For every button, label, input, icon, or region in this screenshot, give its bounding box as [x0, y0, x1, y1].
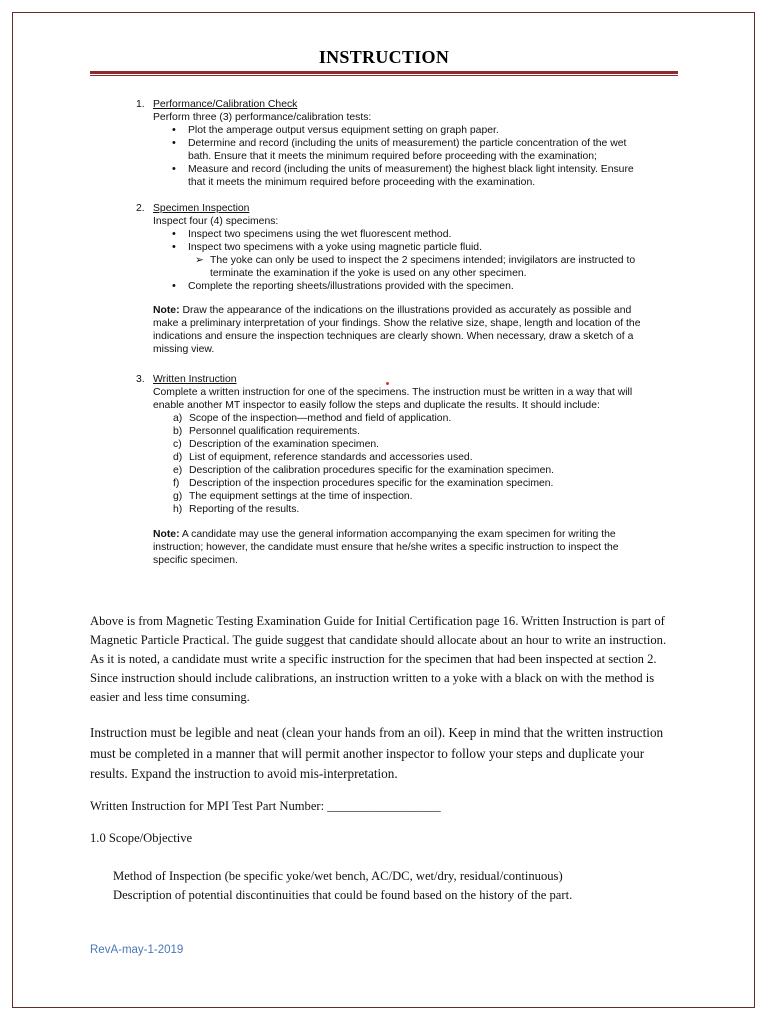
section-number: 2.: [136, 203, 145, 214]
lettered-list: [153, 412, 650, 516]
section-intro: Inspect four (4) specimens:: [153, 216, 279, 227]
list-item: [173, 438, 650, 451]
item-text: Scope of the inspection—method and field of application.: [189, 413, 452, 424]
item-text: Reporting of the results.: [189, 504, 300, 515]
note: [153, 528, 650, 567]
list-item: [173, 503, 650, 516]
guidance-paragraph: Instruction must be legible and neat (clean your hands from an oil). Keep in mind that the written instruction must be completed in a manner that will permit another inspector to follow your steps and duplicate your results. Expand the instruction to avoid mis-interpretation.: [90, 725, 664, 781]
section-heading: Specimen Inspection: [153, 203, 250, 214]
section-intro: Complete a written instruction for one of the specimens. The instruction must be written in a way that will enable another MT inspector to easily follow the steps and duplicate the results. It should include:: [153, 387, 633, 411]
revision-footer: RevA-may-1-2019: [90, 944, 184, 956]
item-letter: a): [173, 413, 183, 424]
part-number-line: Written Instruction for MPI Test Part Number: __________________: [90, 799, 441, 813]
list-item: [173, 412, 650, 425]
bullet-list: [153, 228, 650, 254]
item-text: List of equipment, reference standards and accessories used.: [189, 452, 473, 463]
list-item: [173, 464, 650, 477]
item-text: Description of the examination specimen.: [189, 439, 380, 450]
section-2: [130, 202, 650, 356]
note-label: Note:: [153, 305, 180, 316]
description-line: Description of potential discontinuities that could be found based on the history of the part.: [113, 888, 573, 902]
list-item: • Complete the reporting sheets/illustrations provided with the specimen.: [188, 280, 650, 293]
note-text: Draw the appearance of the indications on the illustrations provided as accurately as possible and make a preliminary interpretation of your findings. Show the relative size, shape, length and location of the indications and ensure the inspection techniques are clearly shown. When necessary, draw a sketch of a missing view.: [153, 305, 641, 355]
intro-paragraph: Above is from Magnetic Testing Examination Guide for Initial Certification page 16. Written Instruction is part of Magnetic Particle Practical. The guide suggest that candidate should allocate about an hour to write an instruction. As it is noted, a candidate must write a specific instruction for the specimen that had been inspected at section 2. Since instruction should include calibrations, an instruction written to a yoke with a black on with the method is easier and less time consuming.: [90, 614, 667, 704]
item-letter: f): [173, 478, 180, 489]
list-item: • Inspect two specimens with a yoke using magnetic particle fluid.: [188, 241, 650, 254]
sub-bullet-text: The yoke can only be used to inspect the 2 specimens intended; invigilators are instructed to terminate the examination if the yoke is used on any other specimen.: [210, 255, 636, 279]
title-rule-thick: [90, 71, 678, 74]
red-speck: [386, 382, 389, 385]
bullet-list: [153, 280, 650, 293]
list-item: [173, 477, 650, 490]
title-rule-thin: [90, 75, 678, 76]
sub-bullet: [153, 254, 650, 280]
item-letter: b): [173, 426, 183, 437]
method-line: Method of Inspection (be specific yoke/wet bench, AC/DC, wet/dry, residual/continuous): [113, 869, 563, 883]
item-letter: g): [173, 491, 183, 502]
note-text: A candidate may use the general information accompanying the exam specimen for writing the instruction; however, the candidate must ensure that he/she writes a specific instruction to inspect the specific specimen.: [153, 529, 619, 566]
section-heading: Performance/Calibration Check: [153, 99, 298, 110]
list-item: • Plot the amperage output versus equipment setting on graph paper.: [188, 124, 650, 137]
section-number: 3.: [136, 374, 145, 385]
list-item: • Inspect two specimens using the wet fluorescent method.: [188, 228, 650, 241]
section-3: [130, 373, 650, 567]
arrow-bullet-icon: ➢: [195, 255, 204, 266]
scanned-guide-excerpt: [130, 98, 650, 567]
item-letter: h): [173, 504, 183, 515]
list-item: [173, 425, 650, 438]
item-text: Description of the inspection procedures specific for the examination specimen.: [189, 478, 554, 489]
list-item: [173, 451, 650, 464]
page-title: INSTRUCTION: [318, 47, 450, 67]
list-item: • Measure and record (including the units of measurement) the highest black light intensity. Ensure that it meets the minimum required before proceeding with the examination.: [188, 163, 650, 189]
item-text: Description of the calibration procedures specific for the examination specimen.: [189, 465, 555, 476]
note-label: Note:: [153, 529, 180, 540]
item-text: The equipment settings at the time of inspection.: [189, 491, 413, 502]
section-number: 1.: [136, 99, 145, 110]
item-letter: d): [173, 452, 183, 463]
section-heading: Written Instruction: [153, 374, 237, 385]
note: [153, 304, 650, 356]
scope-heading: 1.0 Scope/Objective: [90, 831, 193, 845]
bullet-list: [153, 124, 650, 189]
list-item: [173, 490, 650, 503]
section-intro: Perform three (3) performance/calibration tests:: [153, 112, 372, 123]
item-letter: e): [173, 465, 183, 476]
item-text: Personnel qualification requirements.: [189, 426, 360, 437]
list-item: • Determine and record (including the units of measurement) the particle concentration of the wet bath. Ensure that it meets the minimum required before proceeding with the examination;: [188, 137, 650, 163]
section-1: [130, 98, 650, 189]
item-letter: c): [173, 439, 182, 450]
